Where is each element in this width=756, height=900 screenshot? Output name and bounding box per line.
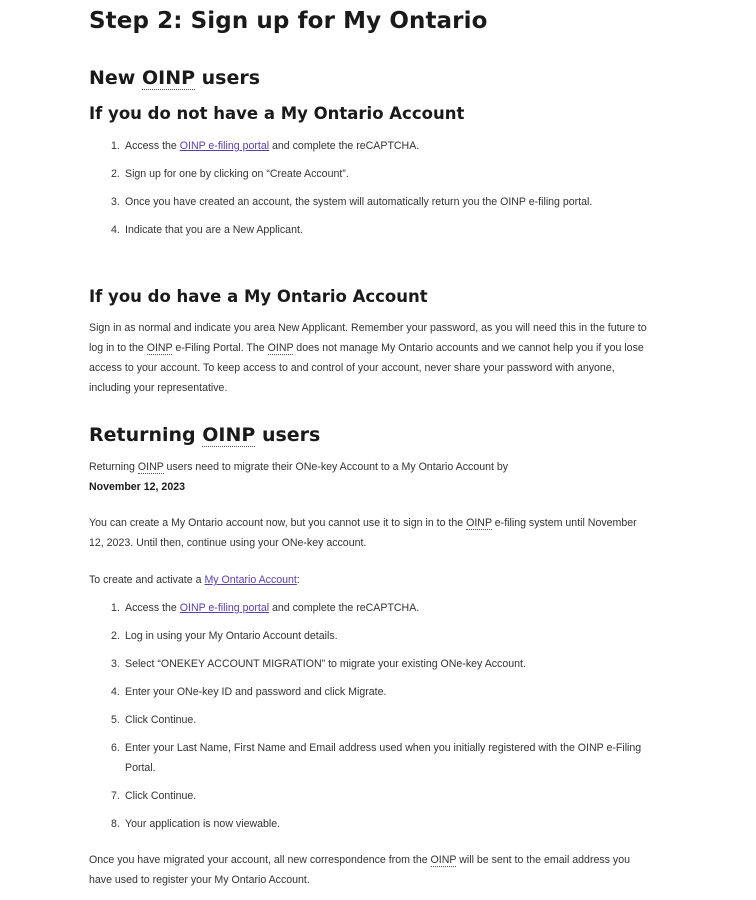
paragraph-text: will be sent to the email address you have used to register your My Ontario Account. [89, 854, 630, 886]
list-item [111, 192, 651, 212]
list-item [111, 626, 651, 646]
create-activate-paragraph [89, 570, 649, 590]
step-text: Your application is now viewable. [125, 818, 281, 830]
returning-info-paragraph [89, 513, 649, 553]
list-item [111, 738, 651, 778]
oinp-efiling-portal-link[interactable]: OINP e-filing portal [179, 602, 270, 614]
list-item [111, 682, 651, 702]
step-number: 1. [111, 140, 120, 152]
oinp-abbreviation: OINP [202, 424, 256, 446]
my-ontario-account-link[interactable]: My Ontario Account [204, 574, 297, 586]
step-text: Access the [125, 140, 180, 152]
paragraph-text: To create and activate a [89, 574, 205, 586]
heading-prefix: Returning [89, 424, 203, 446]
list-item [111, 654, 651, 674]
heading-prefix: New [89, 67, 142, 89]
step-number: 8. [111, 818, 120, 830]
step-number: 6. [111, 742, 120, 754]
step-text: Select “ONEKEY ACCOUNT MIGRATION” to migrate your existing ONe-key Account. [125, 658, 526, 670]
step-number: 2. [111, 630, 120, 642]
paragraph-text: Returning [89, 461, 138, 473]
paragraph-text: e-filing system until November 12, 2023. Until then, continue using your ONe-key account. [89, 517, 637, 549]
oinp-abbreviation: OINP [137, 461, 164, 473]
step-number: 7. [111, 790, 120, 802]
list-item [111, 598, 651, 618]
step-number: 3. [111, 658, 120, 670]
paragraph-text: Sign in as normal and indicate you area New Applicant. Remember your password, as you will need this in the future to log in to the [89, 322, 647, 354]
list-item [111, 814, 651, 834]
step-text: Click Continue. [125, 714, 197, 726]
paragraph-text: Once you have migrated your account, all new correspondence from the [89, 854, 431, 866]
step-text: and complete the reCAPTCHA. [269, 140, 420, 152]
returning-intro-paragraph [89, 457, 649, 497]
step-number: 4. [111, 224, 120, 236]
have-account-paragraph [89, 318, 649, 398]
step-text: Access the [125, 602, 180, 614]
deadline-date: November 12, 2023 [89, 481, 185, 493]
oinp-abbreviation: OINP [141, 67, 196, 89]
step-number: 4. [111, 686, 120, 698]
step-text: Once you have created an account, the system will automatically return you the OINP e-filing portal. [125, 196, 593, 208]
new-user-steps-list [111, 136, 651, 240]
oinp-abbreviation: OINP [430, 854, 457, 866]
paragraph-text: You can create a My Ontario account now, but you cannot use it to sign in to the [89, 517, 467, 529]
list-item [111, 710, 651, 730]
step-number: 5. [111, 714, 120, 726]
oinp-abbreviation: OINP [146, 342, 173, 354]
paragraph-text: does not manage My Ontario accounts and we cannot help you if you lose access to your account. To keep access to and control of your account, never share your password with anyone, including your representative. [89, 342, 644, 394]
step-text: Enter your ONe-key ID and password and click Migrate. [125, 686, 387, 698]
step-text: Enter your Last Name, First Name and Email address used when you initially registered with the OINP e-Filing Portal. [125, 742, 642, 774]
paragraph-text: e-Filing Portal. The [172, 342, 268, 354]
step-text: Click Continue. [125, 790, 197, 802]
subheading-no-account: If you do not have a My Ontario Account [89, 104, 465, 123]
step-text: Sign up for one by clicking on “Create Account”. [125, 168, 349, 180]
subheading-have-account: If you do have a My Ontario Account [89, 287, 428, 306]
step-text: Log in using your My Ontario Account details. [125, 630, 338, 642]
closing-paragraph [89, 850, 649, 890]
oinp-abbreviation: OINP [466, 517, 492, 529]
step-text: Indicate that you are a New Applicant. [125, 224, 303, 236]
step-text: and complete the reCAPTCHA. [269, 602, 420, 614]
paragraph-text: users need to migrate their ONe-key Account to a My Ontario Account by [163, 461, 509, 473]
returning-steps-list [111, 598, 651, 834]
oinp-efiling-portal-link[interactable]: OINP e-filing portal [179, 140, 270, 152]
list-item [111, 164, 651, 184]
step-number: 2. [111, 168, 120, 180]
heading-suffix: users [255, 424, 321, 446]
step-number: 3. [111, 196, 120, 208]
step-number: 1. [111, 602, 120, 614]
section-heading-new-users [89, 67, 260, 89]
paragraph-text: : [296, 574, 300, 586]
list-item [111, 220, 651, 240]
list-item [111, 136, 651, 156]
heading-suffix: users [195, 67, 261, 89]
page-title: Step 2: Sign up for My Ontario [89, 8, 488, 34]
oinp-abbreviation: OINP [267, 342, 294, 354]
section-heading-returning-users [89, 424, 320, 446]
list-item [111, 786, 651, 806]
